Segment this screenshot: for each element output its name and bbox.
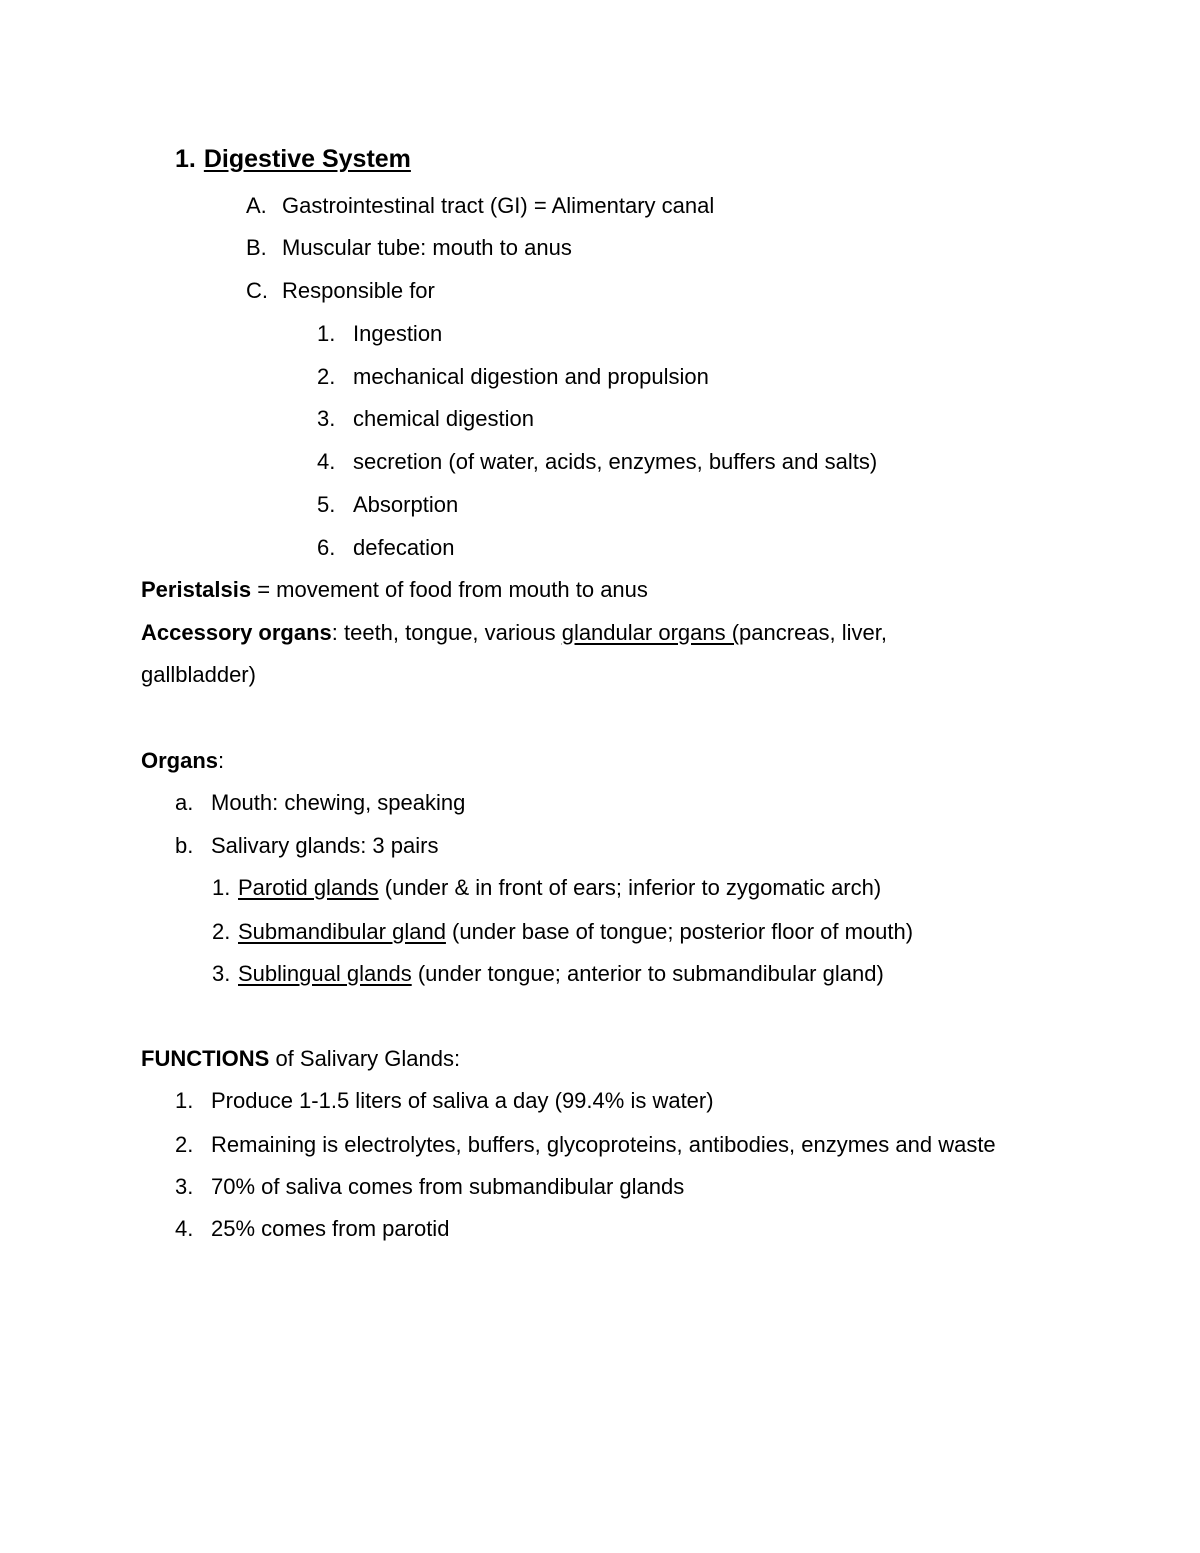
list-item: [317, 406, 534, 432]
function-marker: 2.: [175, 1132, 194, 1157]
function-text: Remaining is electrolytes, buffers, glycoproteins, antibodies, enzymes and waste: [211, 1132, 996, 1157]
accessory-text-before: : teeth, tongue, various: [331, 620, 562, 645]
list-text: defecation: [353, 535, 455, 560]
functions-rest: of Salivary Glands:: [269, 1046, 461, 1071]
list-item: [317, 492, 458, 518]
heading-number: 1.: [175, 145, 196, 173]
gland-name: Parotid glands: [238, 875, 379, 900]
accessory-continuation: gallbladder): [141, 662, 256, 687]
gland-name: Sublingual glands: [238, 961, 412, 986]
organs-term: Organs: [141, 748, 219, 773]
gland-marker: 1.: [212, 875, 231, 900]
list-text: mechanical digestion and propulsion: [353, 364, 709, 389]
outline-item: [246, 235, 572, 261]
list-marker: 3.: [317, 406, 336, 431]
outline-marker: B.: [246, 235, 267, 260]
outline-text: Gastrointestinal tract (GI) = Alimentary canal: [282, 193, 715, 218]
list-item: [317, 321, 442, 347]
outline-marker: A.: [246, 193, 267, 218]
organ-text: Salivary glands: 3 pairs: [211, 833, 439, 858]
organs-heading: [141, 748, 224, 774]
list-marker: 4.: [317, 449, 336, 474]
list-text: Ingestion: [353, 321, 443, 346]
gland-name: Submandibular gland: [238, 919, 446, 944]
list-marker: 5.: [317, 492, 336, 517]
organ-marker: b.: [175, 833, 194, 858]
function-item: [175, 1174, 684, 1200]
list-text: chemical digestion: [353, 406, 534, 431]
list-marker: 1.: [317, 321, 336, 346]
accessory-term: Accessory organs: [141, 620, 332, 645]
organs-colon: :: [218, 748, 225, 773]
accessory-text-after: pancreas, liver,: [739, 620, 888, 645]
organ-text: Mouth: chewing, speaking: [211, 790, 466, 815]
accessory-underlined: glandular organs (: [561, 620, 740, 645]
organ-item: [175, 833, 438, 859]
list-marker: 6.: [317, 535, 336, 560]
accessory-organs-definition: [141, 620, 887, 646]
outline-item: [246, 278, 435, 304]
page-title: [175, 146, 411, 172]
list-item: [317, 449, 877, 475]
peristalsis-text: = movement of food from mouth to anus: [251, 577, 648, 602]
function-marker: 3.: [175, 1174, 194, 1199]
list-text: secretion (of water, acids, enzymes, buffers and salts): [353, 449, 878, 474]
function-text: 70% of saliva comes from submandibular glands: [211, 1174, 685, 1199]
peristalsis-definition: [141, 577, 648, 603]
gland-detail: (under & in front of ears; inferior to zygomatic arch): [378, 875, 882, 900]
function-text: Produce 1-1.5 liters of saliva a day (99.4% is water): [211, 1088, 714, 1113]
function-text: 25% comes from parotid: [211, 1216, 450, 1241]
function-marker: 1.: [175, 1088, 194, 1113]
organ-marker: a.: [175, 790, 194, 815]
list-marker: 2.: [317, 364, 336, 389]
function-item: [175, 1132, 996, 1158]
outline-item: [246, 193, 714, 219]
outline-text: Responsible for: [282, 278, 435, 303]
outline-text: Muscular tube: mouth to anus: [282, 235, 572, 260]
gland-item: [212, 875, 881, 901]
function-marker: 4.: [175, 1216, 194, 1241]
list-item: [317, 364, 709, 390]
function-item: [175, 1216, 449, 1242]
heading-title: Digestive System: [203, 145, 411, 173]
gland-marker: 3.: [212, 961, 231, 986]
gland-marker: 2.: [212, 919, 231, 944]
list-item: [317, 535, 455, 561]
organ-item: [175, 790, 465, 816]
gland-detail: (under base of tongue; posterior floor of mouth): [445, 919, 914, 944]
function-item: [175, 1088, 714, 1114]
gland-item: [212, 919, 913, 945]
peristalsis-term: Peristalsis: [141, 577, 252, 602]
list-text: Absorption: [353, 492, 459, 517]
gland-detail: (under tongue; anterior to submandibular gland): [411, 961, 884, 986]
functions-heading: [141, 1046, 460, 1072]
functions-term: FUNCTIONS: [141, 1046, 270, 1071]
outline-marker: C.: [246, 278, 268, 303]
gland-item: [212, 961, 884, 987]
